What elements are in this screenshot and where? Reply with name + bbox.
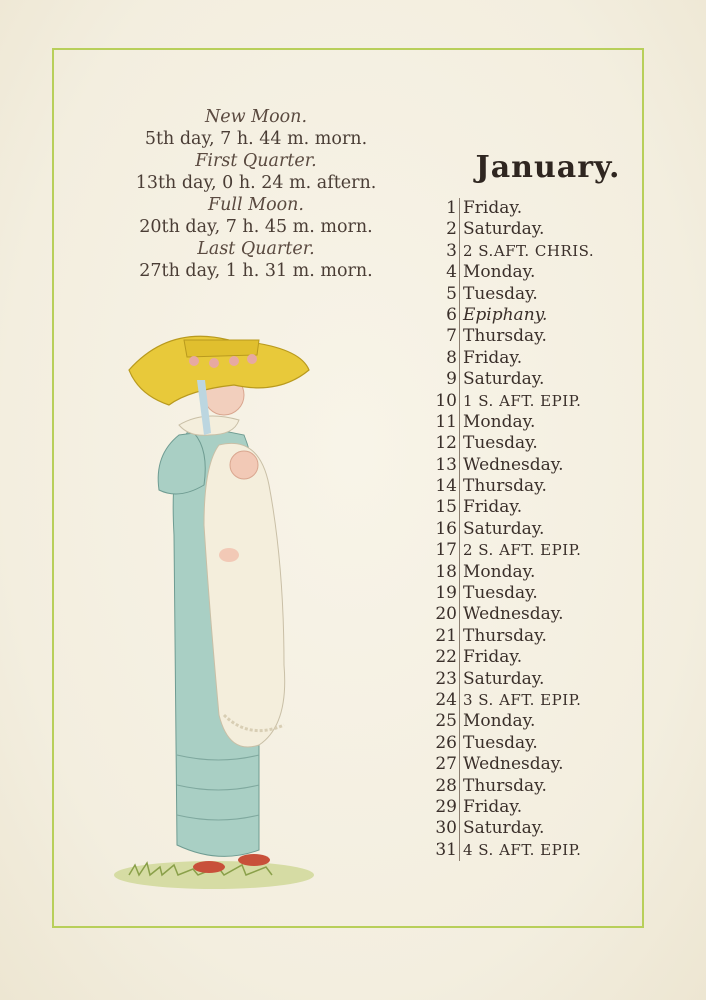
moon-phase-first-quarter: First Quarter. 13th day, 0 h. 24 m. aftern. (135, 151, 377, 193)
day-number: 26 (426, 733, 460, 754)
day-row (426, 497, 640, 518)
day-row (426, 369, 640, 390)
day-row (426, 519, 640, 540)
day-name: Friday. (463, 796, 523, 817)
day-name: 3 S. AFT. EPIP. (463, 690, 582, 709)
day-name: Wednesday. (463, 754, 564, 775)
day-row (426, 326, 640, 347)
day-row (426, 776, 640, 797)
moon-phases (54, 106, 458, 282)
page-frame (52, 48, 644, 928)
day-row (426, 840, 640, 861)
moon-phase-full: Full Moon. 20th day, 7 h. 45 m. morn. (139, 195, 373, 237)
day-number: 30 (426, 818, 460, 839)
day-name: Thursday. (463, 775, 547, 796)
day-name: 2 S. AFT. EPIP. (463, 541, 582, 560)
day-name: Friday. (463, 497, 523, 518)
moon-phase-new: New Moon. 5th day, 7 h. 44 m. morn. (144, 107, 368, 149)
day-list (426, 198, 640, 861)
day-number: 25 (426, 711, 460, 732)
day-name: Monday. (463, 561, 536, 582)
day-row (426, 476, 640, 497)
day-number: 10 (426, 391, 460, 412)
day-number: 6 (426, 305, 460, 326)
day-number: 24 (426, 690, 460, 711)
day-name: 2 S.AFT. CHRIS. (463, 241, 595, 260)
day-number: 8 (426, 348, 460, 369)
day-name: Saturday. (463, 369, 545, 390)
day-number: 22 (426, 647, 460, 668)
day-number: 2 (426, 219, 460, 240)
day-name: Thursday. (463, 476, 547, 497)
day-number: 5 (426, 284, 460, 305)
moon-phase-last-quarter: Last Quarter. 27th day, 1 h. 31 m. morn. (139, 239, 373, 281)
day-number: 4 (426, 262, 460, 283)
day-name: Tuesday. (463, 583, 538, 604)
day-name: Epiphany. (463, 304, 548, 325)
day-name: Friday. (463, 198, 523, 218)
day-number: 20 (426, 604, 460, 625)
day-row (426, 690, 640, 711)
day-number: 29 (426, 797, 460, 818)
day-number: 21 (426, 626, 460, 647)
day-number: 23 (426, 669, 460, 690)
day-row (426, 562, 640, 583)
day-row (426, 604, 640, 625)
day-name: Saturday. (463, 668, 545, 689)
day-number: 19 (426, 583, 460, 604)
day-row (426, 391, 640, 412)
day-row (426, 348, 640, 369)
day-row (426, 754, 640, 775)
day-name: Tuesday. (463, 732, 538, 753)
day-name: Saturday. (463, 219, 545, 240)
day-row (426, 284, 640, 305)
day-row (426, 412, 640, 433)
day-number: 14 (426, 476, 460, 497)
day-name: 1 S. AFT. EPIP. (463, 391, 582, 410)
day-row (426, 455, 640, 476)
day-row (426, 433, 640, 454)
day-number: 9 (426, 369, 460, 390)
day-row (426, 669, 640, 690)
day-row (426, 711, 640, 732)
day-number: 13 (426, 455, 460, 476)
day-name: Tuesday. (463, 433, 538, 454)
day-row (426, 262, 640, 283)
day-name: Wednesday. (463, 454, 564, 475)
day-row (426, 540, 640, 561)
day-row (426, 305, 640, 326)
day-name: Friday. (463, 347, 523, 368)
day-number: 17 (426, 540, 460, 561)
day-number: 31 (426, 840, 460, 861)
day-row (426, 241, 640, 262)
day-row (426, 818, 640, 839)
day-row (426, 219, 640, 240)
day-number: 28 (426, 776, 460, 797)
day-number: 18 (426, 562, 460, 583)
day-number: 11 (426, 412, 460, 433)
day-row (426, 797, 640, 818)
day-number: 12 (426, 433, 460, 454)
day-name: Monday. (463, 262, 536, 283)
day-name: Tuesday. (463, 283, 538, 304)
day-name: Saturday. (463, 818, 545, 839)
day-number: 15 (426, 497, 460, 518)
day-name: Saturday. (463, 518, 545, 539)
day-row (426, 626, 640, 647)
day-name: Monday. (463, 411, 536, 432)
day-row (426, 733, 640, 754)
day-number: 27 (426, 754, 460, 775)
day-number: 1 (426, 198, 460, 219)
day-name: 4 S. AFT. EPIP. (463, 840, 582, 859)
day-number: 7 (426, 326, 460, 347)
day-row (426, 583, 640, 604)
day-number: 3 (426, 241, 460, 262)
day-number: 16 (426, 519, 460, 540)
day-row (426, 198, 640, 219)
day-row (426, 647, 640, 668)
day-name: Wednesday. (463, 604, 564, 625)
day-name: Thursday. (463, 326, 547, 347)
day-name: Monday. (463, 711, 536, 732)
month-title: January. (475, 150, 621, 185)
day-name: Friday. (463, 647, 523, 668)
girl-with-baby-illustration-icon (109, 285, 319, 900)
day-name: Thursday. (463, 625, 547, 646)
